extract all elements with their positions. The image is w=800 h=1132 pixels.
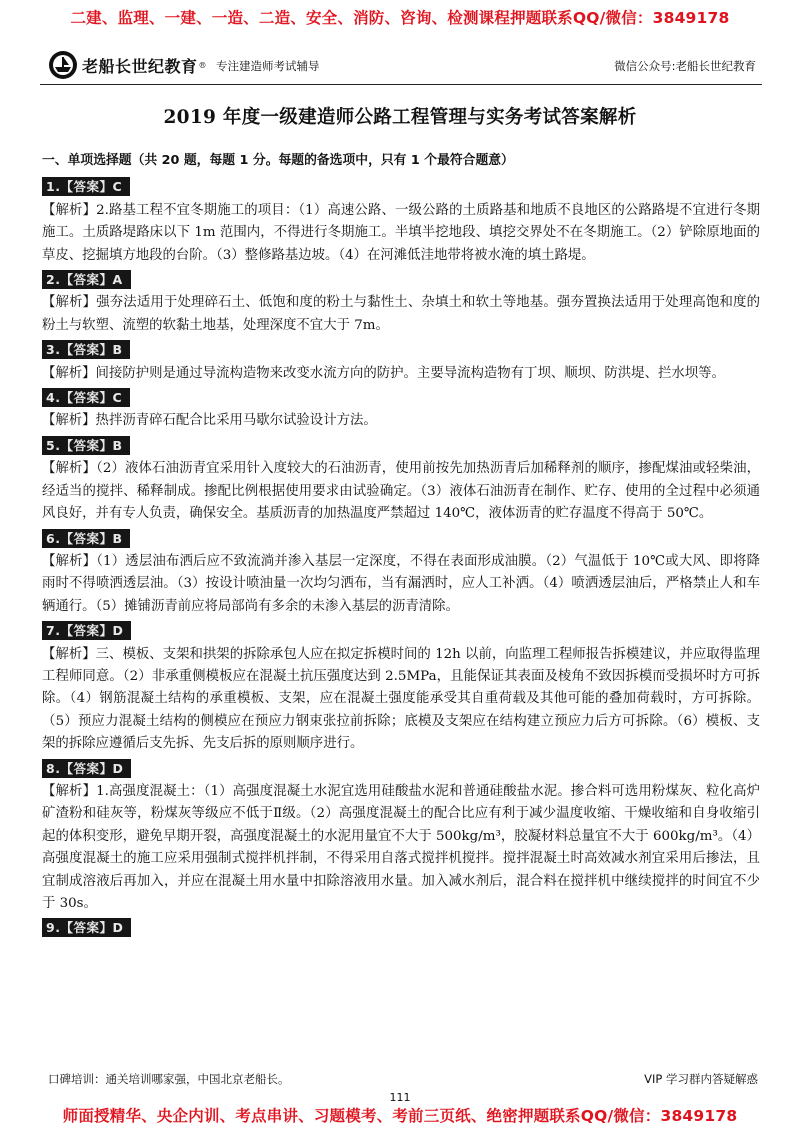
registered-mark: ® (198, 60, 207, 70)
answer-content (42, 150, 760, 941)
footer-slogan: 口碑培训：通关培训哪家强，中国北京老船长。 (48, 1072, 290, 1086)
answer-label: 6.【答案】B (42, 529, 130, 548)
answer-label: 1.【答案】C (42, 177, 130, 196)
answer-label: 7.【答案】D (42, 621, 131, 640)
answer-explanation: 【解析】（1）透层油布洒后应不致流淌并渗入基层一定深度，不得在表面形成油膜。（2）气温低于 10℃或大风、即将降雨时不得喷洒透层油。（3）按设计喷油量一次均匀洒布，当有漏洒时，应人工补洒。（4）喷洒透层油后，严格禁止人和车辆通行。（5）摊铺沥青前应将局部尚有多余的未渗入基层的沥青清除。 (42, 553, 760, 614)
section-title: 一、单项选择题（共 20 题，每题 1 分。每题的备选项中，只有 1 个最符合题意） (42, 153, 514, 168)
answer-explanation: 【解析】1.高强度混凝土：（1）高强度混凝土水泥宜选用硅酸盐水泥和普通硅酸盐水泥。掺合料可选用粉煤灰、粒化高炉矿渣粉和硅灰等，粉煤灰等级应不低于Ⅱ级。（2）高强度混凝土的配合比应有利于减少温度收缩、干燥收缩和自身收缩引起的体积变形，避免早期开裂，高强度混凝土的水泥用量宜不大于 500kg/m³，胶凝材料总量宜不大于 600kg/m³。（4）高强度混凝土的施工应采用强制式搅拌机拌制，不得采用自落式搅拌机搅拌。搅拌混凝土时高效减水剂宜采用后掺法，且宜制成溶液后再加入，并应在混凝土用水量中扣除溶液用水量。加入减水剂后，混合料在搅拌机中继续搅拌的时间宜不少于 30s。 (42, 783, 760, 911)
bottom-contact-banner: 师面授精华、央企内训、考点串讲、习题模考、考前三页纸、绝密押题联系QQ/微信：3849178 (62, 1107, 738, 1125)
answer-explanation: 【解析】热拌沥青碎石配合比采用马歇尔试验设计方法。 (42, 413, 377, 429)
document-title: 2019 年度一级建造师公路工程管理与实务考试答案解析 (163, 107, 637, 128)
question-item (42, 433, 760, 526)
question-item (42, 756, 760, 916)
answer-label: 4.【答案】C (42, 388, 130, 407)
brand-logo (48, 50, 207, 80)
header-tagline: 专注建造师考试辅导 (216, 59, 320, 73)
answer-label: 8.【答案】D (42, 759, 131, 778)
answer-label: 3.【答案】B (42, 340, 130, 359)
question-item (42, 174, 760, 267)
answer-explanation: 【解析】2.路基工程不宜冬期施工的项目：（1）高速公路、一级公路的土质路基和地质不良地区的公路路堤不宜进行冬期施工。土质路堤路床以下 1m 范围内，不得进行冬期施工。半填半挖地段、填挖交界处不在冬期施工。（2）铲除原地面的草皮、挖掘填方地段的台阶。（3）整修路基边坡。（4）在河滩低洼地带将被水淹的填土路堤。 (42, 202, 760, 263)
footer-vip-note: VIP 学习群内答疑解惑 (644, 1072, 758, 1086)
header-divider (40, 84, 762, 85)
question-item (42, 337, 760, 385)
answer-explanation: 【解析】（2）液体石油沥青宜采用针入度较大的石油沥青，使用前按先加热沥青后加稀释剂的顺序，掺配煤油或轻柴油，经适当的搅拌、稀释制成。掺配比例根据使用要求由试验确定。（3）液体石油沥青在制作、贮存、使用的全过程中必须通风良好，并有专人负责，确保安全。基质沥青的加热温度严禁超过 140℃，液体沥青的贮存温度不得高于 50℃。 (42, 461, 760, 522)
ship-captain-logo-icon (48, 50, 78, 80)
wechat-account: 微信公众号:老船长世纪教育 (614, 59, 756, 73)
answer-label: 5.【答案】B (42, 436, 130, 455)
answer-label: 2.【答案】A (42, 270, 131, 289)
page-number: 111 (389, 1091, 411, 1104)
question-item (42, 526, 760, 619)
question-item (42, 915, 760, 940)
answer-explanation: 【解析】三、模板、支架和拱架的拆除承包人应在拟定拆模时间的 12h 以前，向监理工程师报告拆模建议，并应取得监理工程师同意。（2）非承重侧模板应在混凝土抗压强度达到 2.5MPa，且能保证其表面及棱角不致因拆模而受损坏时方可拆除。（4）钢筋混凝土结构的承重模板、支架，应在混凝土强度能承受其自重荷载及其他可能的叠加荷载时，方可拆除。（5）预应力混凝土结构的侧模应在预应力钢束张拉前拆除；底模及支架应在结构建立预应力后方可拆除。（6）模板、支架的拆除应遵循后支先拆、先支后拆的原则顺序进行。 (42, 646, 760, 752)
answer-label: 9.【答案】D (42, 918, 131, 937)
answer-explanation: 【解析】强夯法适用于处理碎石土、低饱和度的粉土与黏性土、杂填土和软土等地基。强夯置换法适用于处理高饱和度的粉土与软塑、流塑的软黏土地基，处理深度不宜大于 7m。 (42, 295, 760, 333)
question-item (42, 385, 760, 433)
top-contact-banner: 二建、监理、一建、一造、二造、安全、消防、咨询、检测课程押题联系QQ/微信：3849178 (70, 9, 730, 27)
page-header (48, 50, 768, 86)
answer-explanation: 【解析】间接防护则是通过导流构造物来改变水流方向的防护。主要导流构造物有丁坝、顺坝、防洪堤、拦水坝等。 (42, 365, 725, 381)
question-item (42, 267, 760, 337)
question-item (42, 618, 760, 755)
logo-text: 老船长世纪教育 (82, 56, 198, 76)
